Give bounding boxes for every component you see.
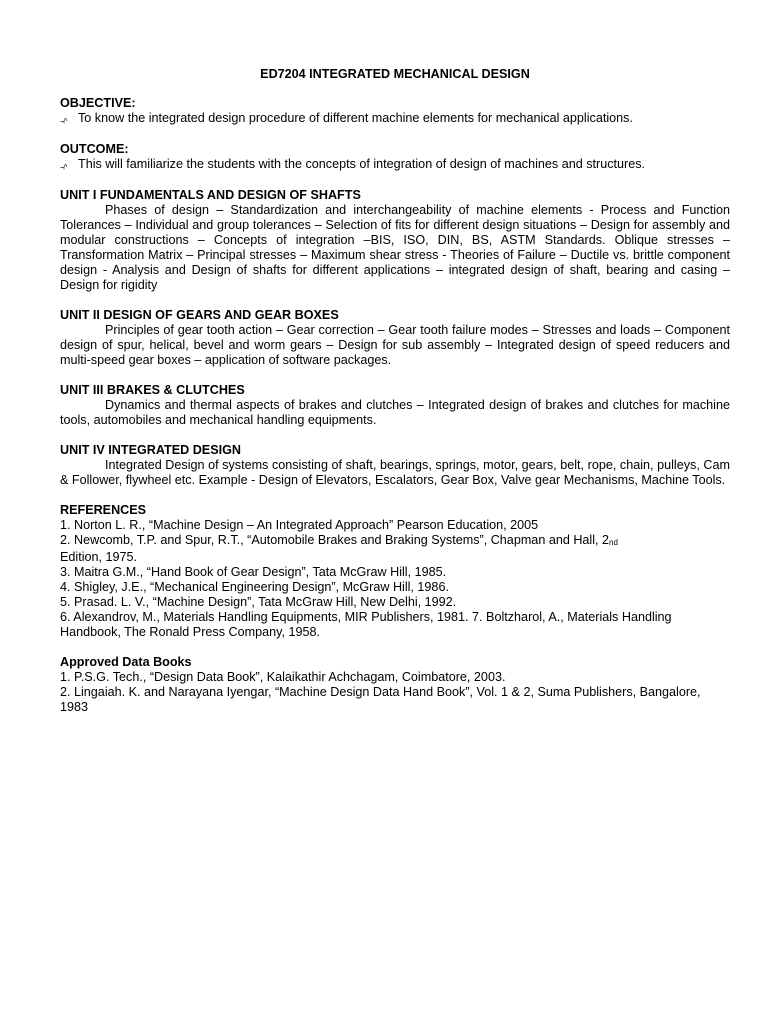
- data-book-item: 2. Lingaiah. K. and Narayana Iyengar, “Machine Design Data Hand Book”, Vol. 1 & 2, Suma Publishers, Bangalore, 1983: [60, 685, 701, 714]
- unit-3-body: Dynamics and thermal aspects of brakes and clutches – Integrated design of brakes and clutches for machine tools, automobiles and mechanical handling equipments.: [60, 398, 730, 427]
- reference-item: [60, 533, 730, 550]
- reference-item-superscript: nd: [609, 538, 618, 547]
- data-books-heading: Approved Data Books: [60, 655, 192, 669]
- data-book-item: 1. P.S.G. Tech., “Design Data Book”, Kalaikathir Achchagam, Coimbatore, 2003.: [60, 670, 506, 684]
- objective-section: [60, 96, 730, 127]
- unit-1-heading: UNIT I FUNDAMENTALS AND DESIGN OF SHAFTS: [60, 188, 361, 202]
- unit-4-section: [60, 443, 730, 488]
- unit-2-section: [60, 308, 730, 368]
- bullet-icon: ¬^: [60, 117, 67, 126]
- references-section: [60, 503, 730, 640]
- reference-item-text: 2. Newcomb, T.P. and Spur, R.T., “Automobile Brakes and Braking Systems”, Chapman and Hall, 2: [60, 533, 610, 547]
- unit-1-body: Phases of design – Standardization and interchangeability of machine elements - Process and Function Tolerances – Individual and group tolerances – Selection of fits for different design situations – Design for assembly and modular constructions – Concepts of integration –BIS, ISO, DIN, BS, ASTM Standards. Oblique stresses – Transformation Matrix – Principal stresses – Maximum shear stress - Theories of Failure – Ductile vs. brittle component design - Analysis and Design of shafts for different applications – integrated design of shaft, bearing and casing – Design for rigidity: [60, 203, 730, 292]
- outcome-heading: OUTCOME:: [60, 142, 129, 156]
- outcome-section: [60, 142, 730, 173]
- reference-item-continuation: Edition, 1975.: [60, 550, 138, 564]
- unit-1-section: [60, 188, 730, 293]
- objective-bullet: [60, 111, 730, 127]
- unit-4-body: Integrated Design of systems consisting of shaft, bearings, springs, motor, gears, belt, rope, chain, pulleys, Cam & Follower, flywheel etc. Example - Design of Elevators, Escalators, Gear Box, Valve gear Mechanisms, Machine Tools.: [60, 458, 730, 487]
- outcome-text: This will familiarize the students with the concepts of integration of design of machines and structures.: [78, 157, 646, 171]
- references-heading: REFERENCES: [60, 503, 147, 517]
- reference-item: 6. Alexandrov, M., Materials Handling Equipments, MIR Publishers, 1981. 7. Boltzharol, A., Materials Handling Handbook, The Ronald Press Company, 1958.: [60, 610, 672, 639]
- outcome-bullet: [60, 157, 730, 173]
- bullet-icon: ¬^: [60, 163, 67, 172]
- data-books-section: [60, 655, 730, 715]
- unit-4-heading: UNIT IV INTEGRATED DESIGN: [60, 443, 241, 457]
- reference-item: 1. Norton L. R., “Machine Design – An Integrated Approach” Pearson Education, 2005: [60, 518, 539, 532]
- reference-item: 4. Shigley, J.E., “Mechanical Engineering Design”, McGraw Hill, 1986.: [60, 580, 449, 594]
- objective-heading: OBJECTIVE:: [60, 96, 136, 110]
- reference-item: 5. Prasad. L. V., “Machine Design”, Tata McGraw Hill, New Delhi, 1992.: [60, 595, 457, 609]
- unit-3-section: [60, 383, 730, 428]
- document-title: ED7204 INTEGRATED MECHANICAL DESIGN: [260, 67, 530, 81]
- unit-2-heading: UNIT II DESIGN OF GEARS AND GEAR BOXES: [60, 308, 339, 322]
- unit-2-body: Principles of gear tooth action – Gear correction – Gear tooth failure modes – Stresses and loads – Component design of spur, helical, bevel and worm gears – Design for sub assembly – Integrated design of speed reducers and multi-speed gear boxes – application of software packages.: [60, 323, 730, 367]
- document-page: [60, 67, 730, 730]
- reference-item: 3. Maitra G.M., “Hand Book of Gear Design”, Tata McGraw Hill, 1985.: [60, 565, 447, 579]
- objective-text: To know the integrated design procedure of different machine elements for mechanical applications.: [78, 111, 633, 125]
- unit-3-heading: UNIT III BRAKES & CLUTCHES: [60, 383, 245, 397]
